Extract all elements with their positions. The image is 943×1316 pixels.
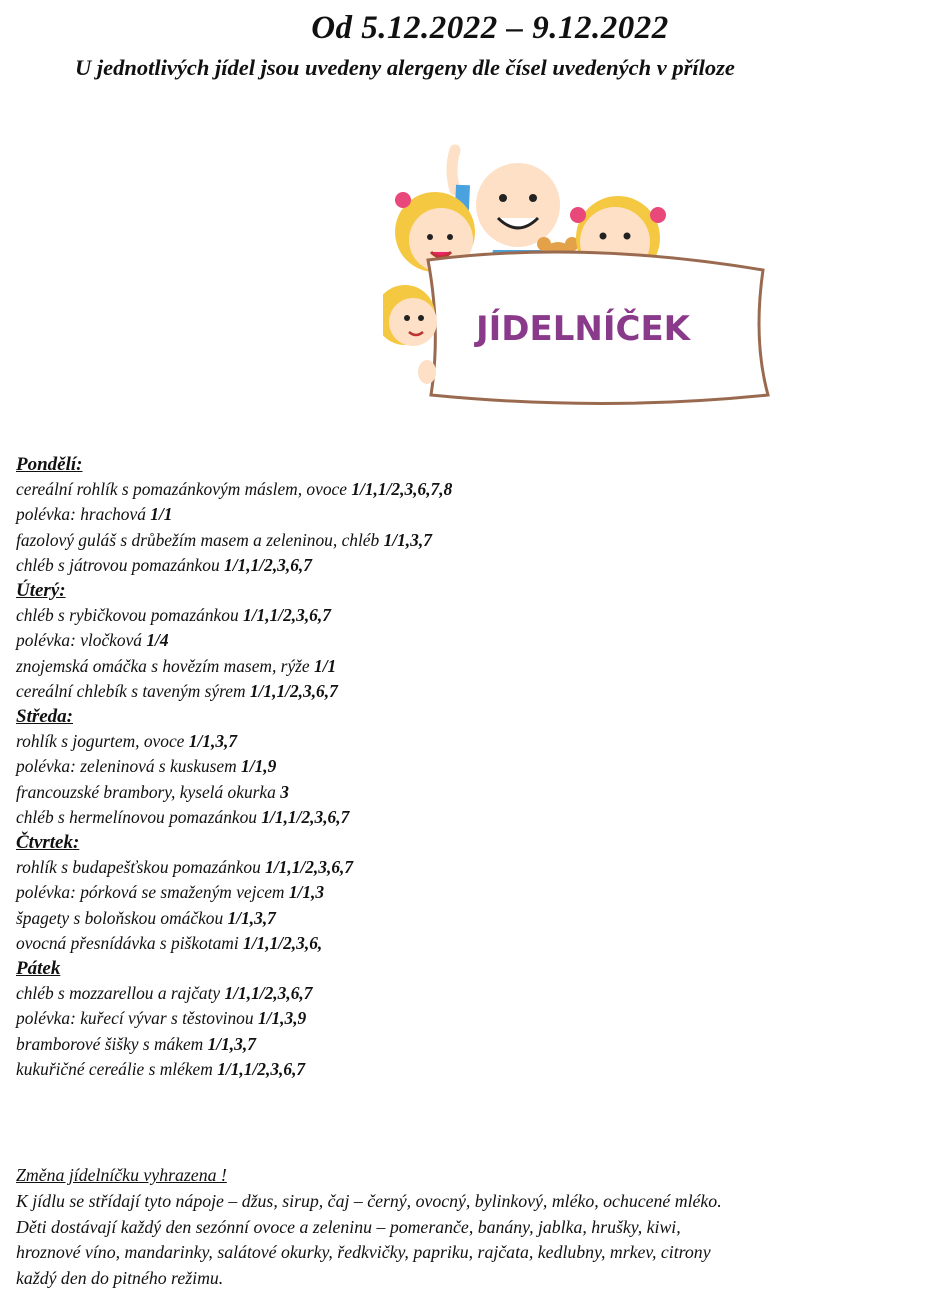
day-heading: Úterý: — [16, 580, 66, 602]
meal-text: rohlík s jogurtem, ovoce — [16, 731, 189, 752]
meal-item — [16, 528, 916, 553]
meal-item — [16, 603, 916, 628]
meal-text: cereální chlebík s taveným sýrem — [16, 680, 250, 701]
meal-item — [16, 931, 916, 956]
allergen-codes: 1/1,3,9 — [257, 1008, 307, 1029]
page-subtitle: U jednotlivých jídel jsou uvedeny alergeny dle čísel uvedených v příloze — [75, 55, 735, 80]
meal-text: ovocná přesnídávka s piškotami — [16, 932, 244, 953]
allergen-codes: 1/1,1/2,3,6,7 — [249, 680, 338, 701]
meal-item — [16, 1006, 916, 1031]
meal-text: chléb s rybičkovou pomazánkou — [16, 605, 243, 626]
allergen-codes: 1/1,1/2,3,6,7 — [261, 806, 350, 827]
meal-item — [16, 880, 916, 905]
meal-item — [16, 754, 916, 779]
allergen-codes: 1/1 — [150, 504, 173, 525]
allergen-codes: 1/1,3,7 — [227, 907, 276, 928]
menu-change-note: Změna jídelníčku vyhrazena ! — [16, 1165, 227, 1185]
meal-item — [16, 628, 916, 653]
meal-item — [16, 553, 916, 578]
meal-text: polévka: pórková se smaženým vejcem — [16, 882, 289, 903]
meal-item — [16, 679, 916, 704]
allergen-codes: 1/1,3,7 — [188, 731, 238, 752]
footer-notes — [16, 1163, 941, 1292]
meal-item — [16, 906, 916, 931]
banner-text: JÍDELNÍČEK — [475, 309, 691, 349]
allergen-codes: 1/1,1/2,3,6,7 — [265, 857, 354, 878]
footer-line: K jídlu se střídají tyto nápoje – džus, sirup, čaj – černý, ovocný, bylinkový, mléko, ochucené mléko. — [16, 1190, 722, 1211]
footer-line: každý den do pitného režimu. — [16, 1268, 224, 1289]
meal-item — [16, 1057, 916, 1082]
allergen-codes: 1/4 — [146, 630, 169, 651]
meal-item — [16, 477, 916, 502]
meal-text: rohlík s budapešťskou pomazánkou — [16, 857, 266, 878]
meal-text: chléb s hermelínovou pomazánkou — [16, 806, 262, 827]
allergen-codes: 1/1 — [314, 655, 337, 676]
weekly-menu — [16, 452, 916, 1082]
meal-item — [16, 729, 916, 754]
child-peeking-figure — [383, 285, 437, 384]
meal-item — [16, 805, 916, 830]
meal-item — [16, 780, 916, 805]
meal-text: znojemská omáčka s hovězím masem, rýže — [16, 655, 314, 676]
meal-item — [16, 1032, 916, 1057]
day-heading: Čtvrtek: — [16, 832, 80, 854]
meal-text: kukuřičné cereálie s mlékem — [16, 1058, 218, 1079]
allergen-codes: 1/1,9 — [241, 756, 277, 777]
meal-item — [16, 981, 916, 1006]
allergen-codes: 1/1,1/2,3,6,7 — [224, 983, 313, 1004]
allergen-codes: 1/1,1/2,3,6,7 — [243, 605, 331, 626]
day-heading: Středa: — [16, 706, 73, 728]
footer-line: hroznové víno, mandarinky, salátové okurky, ředkvičky, papriku, rajčata, kedlubny, mrkev, citrony — [16, 1242, 711, 1263]
meal-item — [16, 502, 916, 527]
meal-text: francouzské brambory, kyselá okurka — [16, 781, 281, 802]
meal-text: polévka: vločková — [16, 630, 147, 651]
footer-line: Děti dostávají každý den sezónní ovoce a zeleninu – pomeranče, banány, jablka, hrušky, kiwi, — [16, 1216, 681, 1237]
meal-text: chléb s mozzarellou a rajčaty — [16, 983, 225, 1004]
meal-text: chléb s játrovou pomazánkou — [16, 554, 225, 575]
allergen-codes: 3 — [280, 781, 289, 802]
meal-item — [16, 654, 916, 679]
meal-text: bramborové šišky s mákem — [16, 1033, 208, 1054]
meal-text: polévka: zeleninová s kuskusem — [16, 756, 242, 777]
day-heading: Pátek — [16, 958, 61, 980]
meal-text: fazolový guláš s drůbežím masem a zeleninou, chléb — [16, 529, 384, 550]
children-menu-illustration — [383, 140, 773, 415]
allergen-codes: 1/1,1/2,3,6,7,8 — [351, 479, 453, 500]
allergen-codes: 1/1,3,7 — [383, 529, 432, 550]
meal-text: polévka: kuřecí vývar s těstovinou — [16, 1008, 258, 1029]
allergen-codes: 1/1,1/2,3,6, — [243, 932, 323, 953]
allergen-codes: 1/1,3,7 — [207, 1033, 256, 1054]
meal-item — [16, 855, 916, 880]
meal-text: polévka: hrachová — [16, 504, 151, 525]
meal-text: špagety s boloňskou omáčkou — [16, 907, 228, 928]
meal-text: cereální rohlík s pomazánkovým máslem, ovoce — [16, 479, 352, 500]
allergen-codes: 1/1,1/2,3,6,7 — [224, 554, 312, 575]
page-title: Od 5.12.2022 – 9.12.2022 — [311, 10, 669, 46]
allergen-codes: 1/1,3 — [288, 882, 325, 903]
allergen-codes: 1/1,1/2,3,6,7 — [217, 1058, 306, 1079]
day-heading: Pondělí: — [16, 454, 83, 475]
